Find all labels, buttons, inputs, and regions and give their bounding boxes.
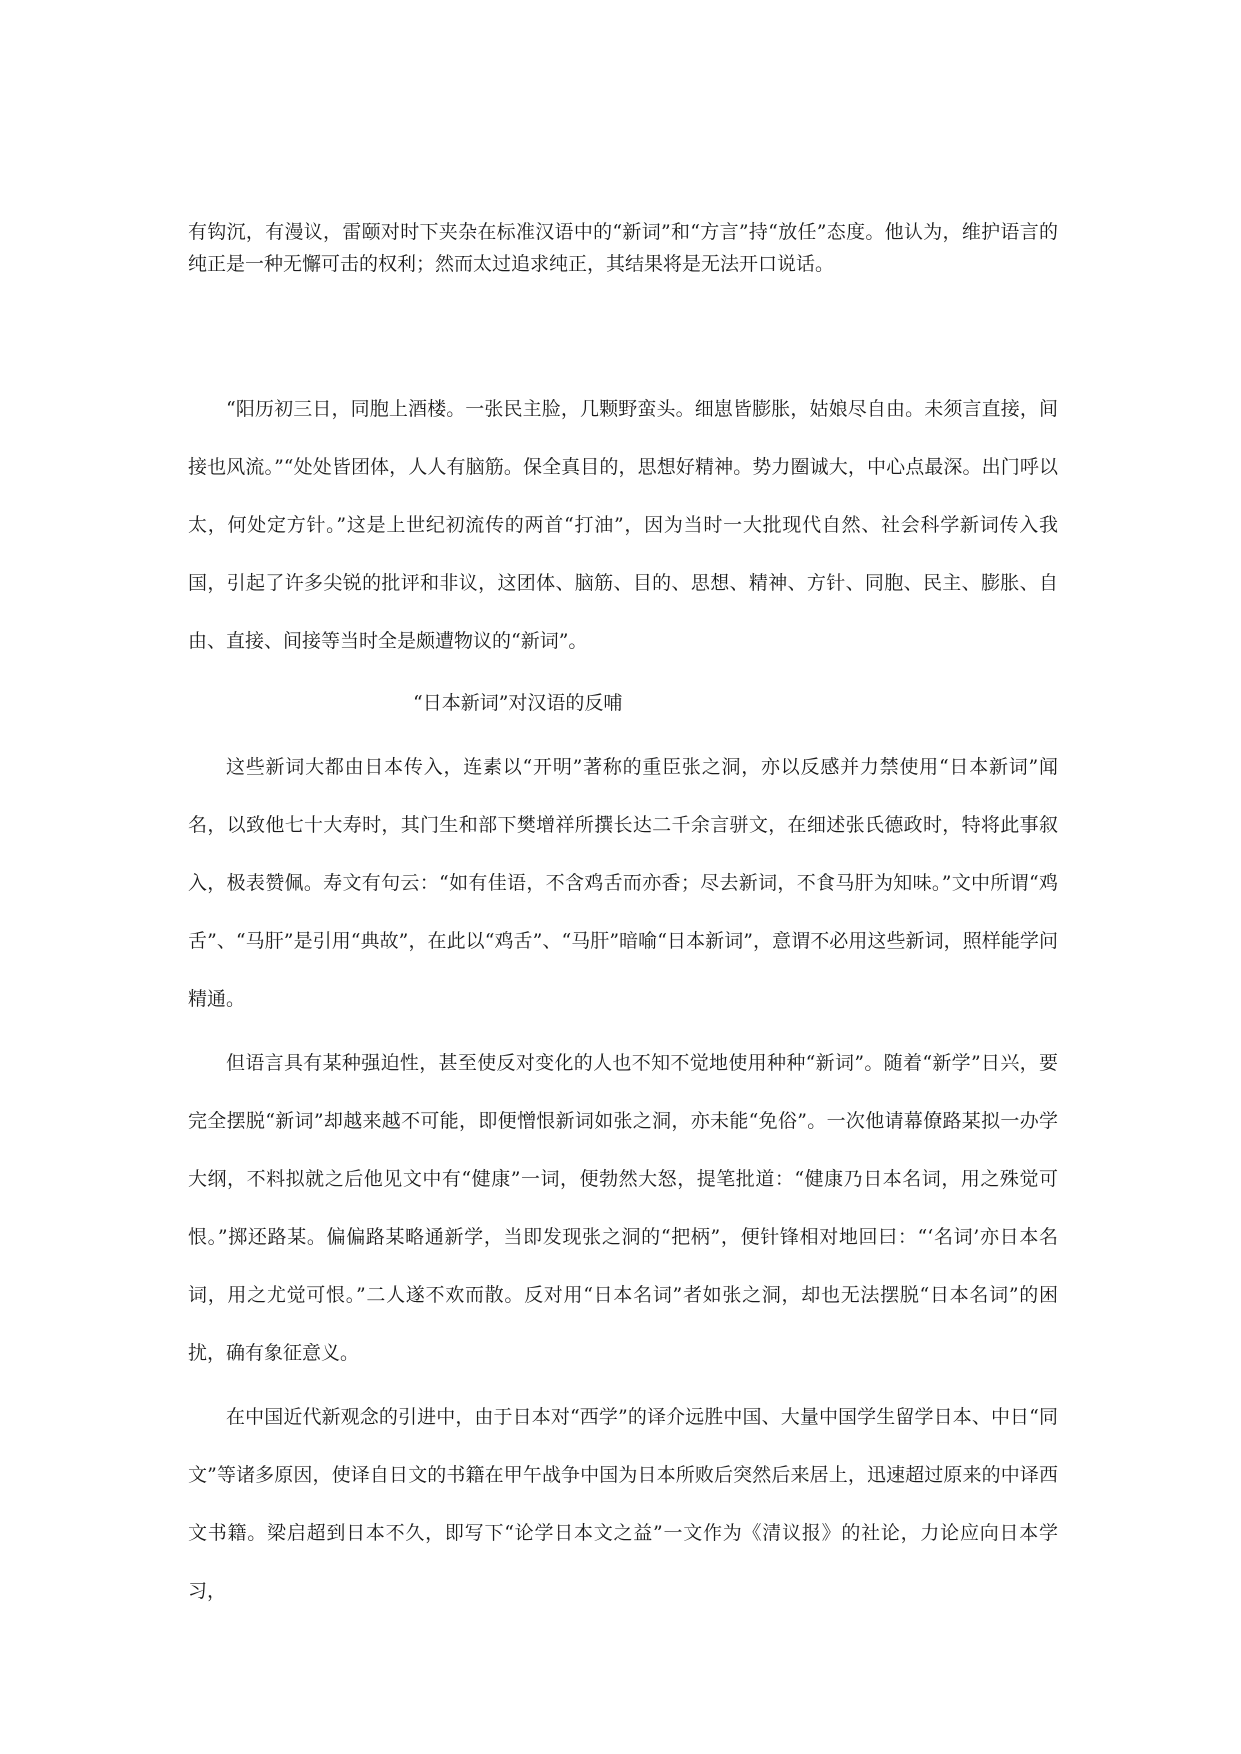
paragraph-doggerel-poems: “阳历初三日，同胞上酒楼。一张民主脸，几颗野蛮头。细崽皆膨胀，姑娘尽自由。未须言直接，间接也风流。”“处处皆团体，人人有脑筋。保全真目的，思想好精神。势力圈诚大，中心点最深。出门呼以太，何处定方针。”这是上世纪初流传的两首“打油”，因为当时一大批现代自然、社会科学新词传入我国，引起了许多尖锐的批评和非议，这团体、脑筋、目的、思想、精神、方针、同胞、民主、膨胀、自由、直接、间接等当时全是颇遭物议的“新词”。 [188,398,1058,652]
section-heading: “日本新词”对汉语的反哺 [413,692,623,714]
paragraph-zhang-zhidong: 这些新词大都由日本传入，连素以“开明”著称的重臣张之洞，亦以反感并力禁使用“日本新词”闻名，以致他七十大寿时，其门生和部下樊增祥所撰长达二千余言骈文，在细述张氏德政时，特将此事叙入，极表赞佩。寿文有句云：“如有佳语，不含鸡舌而亦香；尽去新词，不食马肝为知味。”文中所谓“鸡舌”、“马肝”是引用“典故”，在此以“鸡舌”、“马肝”暗喻“日本新词”，意谓不必用这些新词，照样能学问精通。 [188,756,1058,1010]
paragraph-new-words-compulsion: 但语言具有某种强迫性，甚至使反对变化的人也不知不觉地使用种种“新词”。随着“新学”日兴，要完全摆脱“新词”却越来越不可能，即便憎恨新词如张之洞，亦未能“免俗”。一次他请幕僚路某拟一办学大纲，不料拟就之后他见文中有“健康”一词，便勃然大怒，提笔批道：“健康乃日本名词，用之殊觉可恨。”掷还路某。偏偏路某略通新学，当即发现张之洞的“把柄”，便针锋相对地回曰：“‘名词’亦日本名词，用之尤觉可恨。”二人遂不欢而散。反对用“日本名词”者如张之洞，却也无法摆脱“日本名词”的困扰，确有象征意义。 [188,1052,1058,1364]
paragraph-japanese-translations: 在中国近代新观念的引进中，由于日本对“西学”的译介远胜中国、大量中国学生留学日本、中日“同文”等诸多原因，使译自日文的书籍在甲午战争中国为日本所败后突然后来居上，迅速超过原来的中译西文书籍。梁启超到日本不久，即写下“论学日本文之益”一文作为《清议报》的社论，力论应向日本学习， [188,1406,1058,1602]
article-body [188,380,1058,1620]
intro-paragraph: 有钩沉，有漫议，雷颐对时下夹杂在标准汉语中的“新词”和“方言”持“放任”态度。他认为，维护语言的纯正是一种无懈可击的权利；然而太过追求纯正，其结果将是无法开口说话。 [188,221,1058,275]
